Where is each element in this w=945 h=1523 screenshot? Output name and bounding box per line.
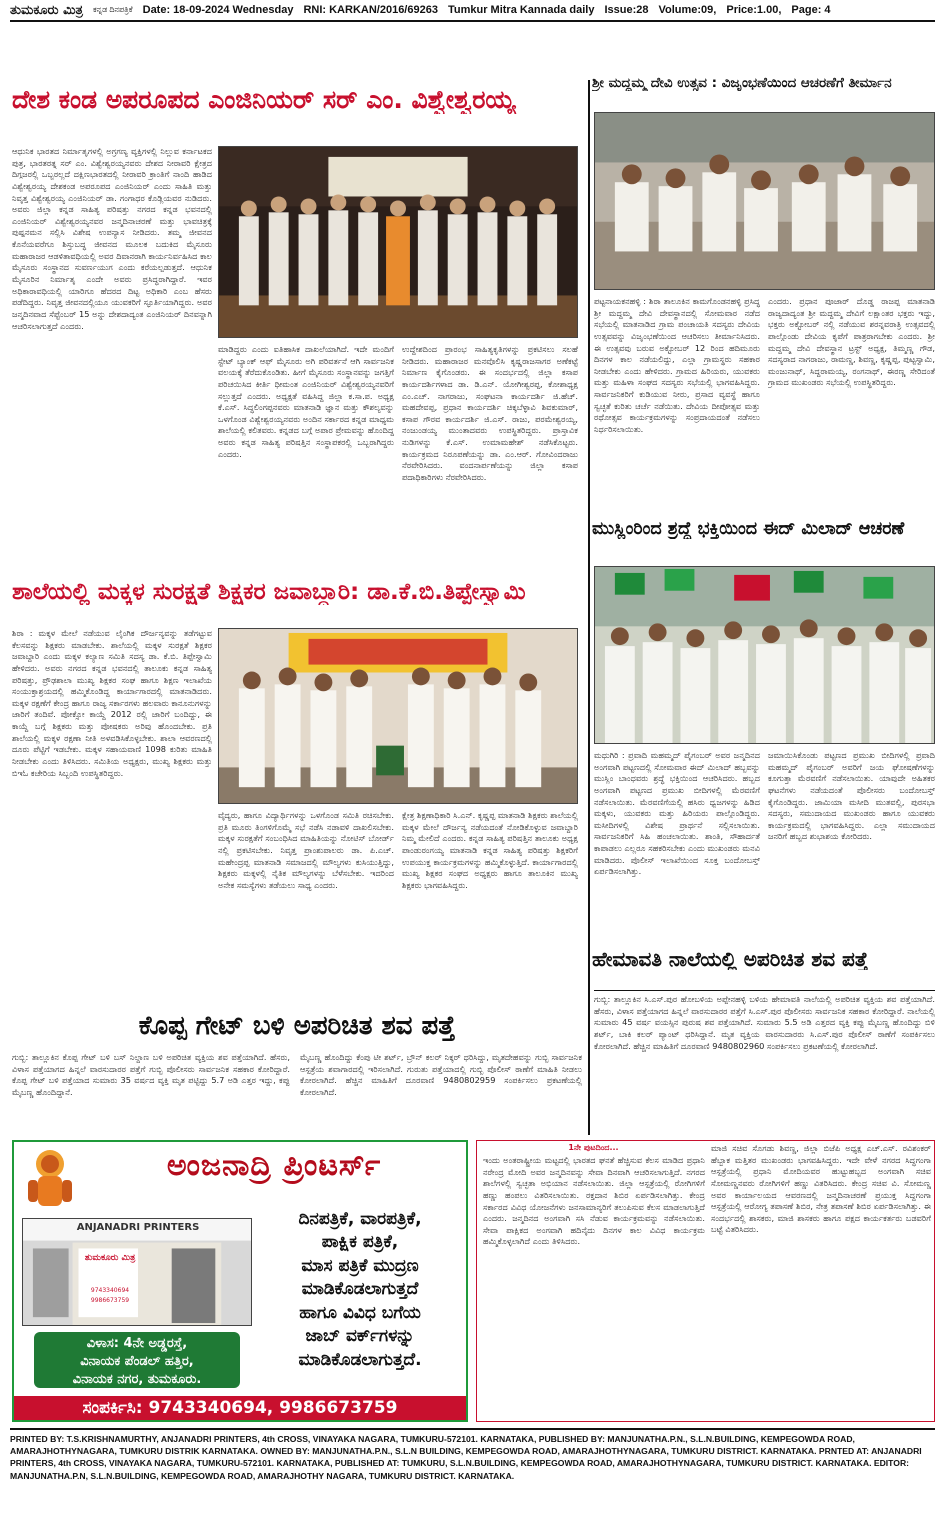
price: Price:1.00,: [726, 4, 782, 16]
shop-phone-1: 9743340694: [90, 1287, 130, 1294]
shop-phone-2: 9986673759: [90, 1297, 130, 1304]
festival-text-col2: ಎಂದರು. ಪ್ರಧಾನ ಪೂಜಾರ್ ದೊಡ್ಡ ರಾಜಪ್ಪ ಮಾತನಾಡಿ ರಾಜ್ಯದಾದ್ಯಂತ ಶ್ರೀ ಮದ್ದಮ್ಮ ದೇವಿಗೆ ಲಕ್ಷಾಂತರ ಭಕ್ತರು ಇದ್ದು, ಭಕ್ತರು ಅಕ್ಟೋಬರ್ ನಲ್ಲಿ ನಡೆಯುವ ಶರನ್ನವರಾತ್ರಿ ಉತ್ಸವದಲ್ಲಿ ಪಾಲ್ಗೊಂಡು ದೇವಿಯ ಕೃಪೆಗೆ ಪಾತ್ರರಾಗಬೇಕು ಎಂದರು. ಶ್ರೀ ಮದ್ದಮ್ಮ ದೇವಿ ದೇವಸ್ಥಾನ ಟ್ರಸ್ಟ್ ಅಧ್ಯಕ್ಷ, ತಿಮ್ಮಣ್ಣ ಗೌಡ, ಸದಸ್ಯರಾದ ನಾಗರಾಜು, ರಾಮಣ್ಣ, ಶಿವಣ್ಣ, ಕೃಷ್ಣಪ್ಪ, ಪುಟ್ಟಸ್ವಾಮಿ, ಮಂಜುನಾಥ್, ಸಿದ್ದರಾಮಯ್ಯ, ರಂಗನಾಥ್, ಈರಣ್ಣ ಸೇರಿದಂತೆ ಗ್ರಾಮದ ಮುಖಂಡರು ಸಭೆಯಲ್ಲಿ ಉಪಸ್ಥಿತರಿದ್ದರು.: [768, 296, 935, 388]
address-line: ವಿನಾಯಕ ಪೆಂಡಲ್ ಹತ್ತಿರ,: [80, 1354, 194, 1370]
page-number: Page: 4: [791, 4, 831, 16]
rni-number: RNI: KARKAN/2016/69263: [303, 4, 438, 16]
address-line: ವಿಳಾಸ: 4ನೇ ಅಡ್ಡರಸ್ತೆ,: [86, 1336, 188, 1351]
hemavathi-rule: [594, 990, 935, 991]
school-text-col2: ವೈದ್ಯರು, ಹಾಗೂ ವಿದ್ಯಾರ್ಥಿಗಳನ್ನು ಒಳಗೊಂಡ ಸಮಿತಿ ರಚಿಸಬೇಕು. ಪ್ರತಿ ಮೂರು ತಿಂಗಳಿಗೊಮ್ಮೆ ಸಭೆ ನಡೆಸಿ ನಡಾವಳಿ ದಾಖಲಿಸಬೇಕು. ಮಕ್ಕಳ ಸುರಕ್ಷತೆಗೆ ಸಂಬಂಧಿಸಿದ ಮಾಹಿತಿಯನ್ನು ನೋಟಿಸ್ ಬೋರ್ಡ್ ನಲ್ಲಿ ಪ್ರಕಟಿಸಬೇಕು. ನಿವೃತ್ತ ಪ್ರಾಂಶುಪಾಲರು ಡಾ. ಪಿ.ಎಚ್. ಮಹೇಂದ್ರಪ್ಪ ಮಾತನಾಡಿ ಸಮಾಜದಲ್ಲಿ ಮೌಲ್ಯಗಳು ಕುಸಿಯುತ್ತಿದ್ದು, ಶಿಕ್ಷಕರು ಮಕ್ಕಳಲ್ಲಿ ನೈತಿಕ ಮೌಲ್ಯಗಳನ್ನು ಬೆಳೆಸಬೇಕು. ಇದರಿಂದ ಅನೇಕ ಸಮಸ್ಯೆಗಳು ತಡೆಯಲು ಸಾಧ್ಯ ಎಂದರು.: [218, 810, 394, 890]
column-divider: [588, 80, 590, 1135]
koppa-text-col1: ಗುಬ್ಬಿ: ತಾಲ್ಲೂಕಿನ ಕೊಪ್ಪ ಗೇಟ್ ಬಳಿ ಬಸ್ ನಿಲ್ದಾಣ ಬಳಿ ಅಪರಿಚಿತ ವ್ಯಕ್ತಿಯ ಶವ ಪತ್ತೆಯಾಗಿದೆ. ಹೆಸರು, ವಿಳಾಸ ಪತ್ತೆಯಾಗದ ಹಿನ್ನಲೆ ವಾರಸುದಾರರ ಪತ್ತೆಗೆ ಗುಬ್ಬಿ ಪೊಲೀಸರು ಸಾರ್ವಜನಿಕ ಸಹಕಾರ ಕೋರಿದ್ದಾರೆ. ಕೊಪ್ಪ ಗೇಟ್ ಬಳಿ ಪತ್ತೆಯಾದ ಸುಮಾರು 35 ವರ್ಷದ ವ್ಯಕ್ತಿ ಮೃತ ಪಟ್ಟಿದ್ದು 5.7 ಅಡಿ ಎತ್ತರ ಇದ್ದು, ಕಪ್ಪು ಮೈಬಣ್ಣ ಹೊಂದಿದ್ದಾನೆ.: [12, 1052, 290, 1097]
services-list: [254, 1208, 466, 1372]
service-line: ಹಾಗೂ ವಿವಿಧ ಬಗೆಯ: [299, 1302, 421, 1323]
engineer-text-col1: ಆಧುನಿಕ ಭಾರತದ ನಿರ್ಮಾತೃಗಳಲ್ಲಿ ಅಗ್ರಗಣ್ಯ ವ್ಯಕ್ತಿಗಳಲ್ಲಿ ನಿಲ್ಲುವ ಕರ್ನಾಟಕದ ಪುತ್ರ, ಭಾರತರತ್ನ ಸರ್ ಎಂ. ವಿಶ್ವೇಶ್ವರಯ್ಯನವರು ದೇಶದ ನೀರಾವರಿ ಕ್ಷೇತ್ರದ ದಿಗ್ಗಜರಲ್ಲಿ ಒಬ್ಬರಲ್ಲದೆ ದಕ್ಷಿಣಭಾರತದಲ್ಲಿ ನೀರಾವರಿ ಕ್ರಾಂತಿಗೆ ನಾಂದಿ ಹಾಡಿದ ವಿಶ್ವೇಶ್ವರಯ್ಯ ದೇಶಕಂಡ ಅಪರೂಪದ ಎಂಜಿನಿಯರ್ ಎಂದು ಸಾಹಿತಿ ಮತ್ತು ನಿವೃತ್ತ ವಿಶ್ವೇಶ್ವರಯ್ಯ ಎಂಜಿನಿಯರ್ ಡಾ. ಗಂಗಾಧರ ಕೊಡ್ಲಿಯವರ ನುಡಿದರು. ಅವರು ಜಿಲ್ಲಾ ಕನ್ನಡ ಸಾಹಿತ್ಯ ಪರಿಷತ್ತು ನಗರದ ಕನ್ನಡ ಭವನದಲ್ಲಿ ಎಂಜಿನಿಯರ್ ವಿಶ್ವೇಶ್ವರಯ್ಯನವರ ಜನ್ಮದಿನಾಚರಣೆ ಮತ್ತು ಭಾವಚಿತ್ರಕ್ಕೆ ಪುಷ್ಪನಮನ ಸಲ್ಲಿಸಿ ವಿಶೇಷ ಉಪನ್ಯಾಸ ನೀಡಿದರು. ತಮ್ಮ ಜೀವನದ ಕೊನೆಯವರೆಗೂ ಶಿಸ್ತುಬದ್ಧ ಜೀವನದ ಮೂಲಕ ಬದುಕಿದ ಮೈಸೂರು ಮಹಾರಾಜರ ಆಡಳಿತಾವಧಿಯಲ್ಲಿ ಅವರ ದಿವಾನರಾಗಿ ಕಾರ್ಯನಿರ್ವಹಿಸಿದ ಕಾಲ ಮೈಸೂರು ಸಂಸ್ಥಾನದ ಸುವರ್ಣಯುಗ ಎಂದು ಕರೆಯಲ್ಪಡುತ್ತದೆ. ಆಧುನಿಕ ಮೈಸೂರಿನ ನಿರ್ಮಾತೃ ಎಂದೇ ಅವರು ಪ್ರಸಿದ್ಧರಾಗಿದ್ದಾರೆ. ಇವರ ಅಧಿಕಾರಾವಧಿಯಲ್ಲಿ ಯಾರಿಗೂ ಹೆದರದ ದಿಟ್ಟ ಅಧಿಕಾರಿ ಎಂಬ ಹೆಸರು ಪಡೆದಿದ್ದರು. ನಿವೃತ್ತ ಜೀವನದಲ್ಲಿಯೂ ಯುವಕರಿಗೆ ಸ್ಫೂರ್ತಿಯಾಗಿದ್ದರು. ಅವರ ಜನ್ಮದಿನವಾದ ಸೆಪ್ಟೆಂಬರ್ 15 ಅನ್ನು ದೇಶದಾದ್ಯಂತ ಎಂಜಿನಿಯರ್ ದಿನವನ್ನಾಗಿ ಆಚರಿಸಲಾಗುತ್ತದೆ ಎಂದರು.: [12, 146, 212, 331]
service-line: ಜಾಬ್ ವರ್ಕ್‌ಗಳನ್ನು: [305, 1326, 415, 1347]
imprint-footer: PRINTED BY: T.S.KRISHNAMURTHY, ANJANADRI PRINTERS, 4th CROSS, VINAYAKA NAGARA, TUMKURU-572101. KARNATAKA, PUBLISHED BY: MANJUNATHA.P.N., S.L.N.BUILDING, KEMPEGOWDA ROAD, AMARAJHOTHYNAGARA, TUMKURU DISTRIK KARNATAKA. OWNED BY: MANJUNATHA.P.N., S.L.N BUILDING, KEMPEGOWDA ROAD, AMARAJHOTHYNAGARA, TUMKURU DISTRICT. KARNATAKA. PRNTED AT: ANJANADRI PRINTERS, 4th CROSS, VINAYAKA NAGARA, TUMKURU-572101. KARNATAKA, PUBLISHED AT: TUMKURU, S.L.N.BUILDING, KEMPEGOWDA ROAD, AMARAJHOTHYNAGARA, TUMKURU DISTRICT. KARNATAKA. EDITOR: MANJUNATHA.P.N, S.L.N.BUILDING, KEMPEGOWDA ROAD, AMARAJHOTHY NAGARA, TUMKURU DISTRICT. KARNATAKA.: [10, 1428, 935, 1482]
continued-text-col2: ಮಾಜಿ ಸಚಿವ ಸೊಗಡು ಶಿವಣ್ಣ, ಜಿಲ್ಲಾ ಬಿಜೆಪಿ ಅಧ್ಯಕ್ಷ ಎಚ್.ಎಸ್. ರವಿಶಂಕರ್ ಹೆಬ್ಬಾಕ ಮತ್ತಿತರ ಮುಖಂಡರು ಭಾಗವಹಿಸಿದ್ದರು. ಇದೇ ವೇಳೆ ನಗರದ ಸಿದ್ಧಗಂಗಾ ಆಸ್ಪತ್ರೆಯಲ್ಲಿ ಪ್ರಧಾನಿ ಮೋದಿಯವರ ಹುಟ್ಟುಹಬ್ಬದ ಅಂಗವಾಗಿ ಸಚಿವ ಸೋಮಣ್ಣನವರು ರೋಗಿಗಳಿಗೆ ಹಣ್ಣು ವಿತರಿಸಿದರು. ಕೇಂದ್ರ ಸಚಿವ ವಿ. ಸೋಮಣ್ಣ ಅವರ ಕಾರ್ಯಾಲಯದ ಆವರಣದಲ್ಲಿ ಜನ್ಮದಿನಾಚರಣೆ ಪ್ರಯುಕ್ತ ಸಿದ್ದಗಂಗಾ ಆಸ್ಪತ್ರೆಯಲ್ಲಿ ಆರೋಗ್ಯ ತಪಾಸಣೆ ಶಿಬಿರ, ನೇತ್ರ ತಪಾಸಣೆ ಶಿಬಿರ ಏರ್ಪಡಿಸಲಾಗಿತ್ತು. ಈ ಸಂದರ್ಭದಲ್ಲಿ ಶಾಸಕರು, ಮಾಜಿ ಶಾಸಕರು ಹಾಗೂ ಪಕ್ಷದ ಕಾರ್ಯಕರ್ತರು ಬಡವರಿಗೆ ಬಟ್ಟೆ ವಿತರಿಸಿದರು.: [711, 1143, 931, 1235]
hanuman-illustration: [18, 1146, 82, 1212]
newspaper-logo: ತುಮಕೂರು ಮಿತ್ರ: [10, 2, 83, 18]
festival-headline: ಶ್ರೀ ಮದ್ದಮ್ಮ ದೇವಿ ಉತ್ಸವ : ವಿಜೃಂಭಣೆಯಿಂದ ಆಚರಣೆಗೆ ತೀರ್ಮಾನ: [592, 76, 892, 91]
engineer-event-photo: [218, 146, 578, 338]
service-line: ಪಾಕ್ಷಿಕ ಪತ್ರಿಕೆ,: [321, 1232, 399, 1253]
volume-number: Volume:09,: [658, 4, 717, 16]
hemavathi-headline: ಹೇಮಾವತಿ ನಾಲೆಯಲ್ಲಿ ಅಪರಿಚಿತ ಶವ ಪತ್ತೆ: [592, 948, 868, 970]
continued-article: [476, 1140, 935, 1422]
issue-number: Issue:28: [604, 4, 649, 16]
printer-shop-photo: [22, 1218, 252, 1326]
engineer-headline: ದೇಶ ಕಂಡ ಅಪರೂಪದ ಎಂಜಿನಿಯರ್ ಸರ್ ಎಂ. ವಿಶ್ವೇಶ್ವರಯ್ಯ: [12, 86, 516, 114]
festival-text-col1: ಪಟ್ಟನಾಯಕನಹಳ್ಳಿ : ಶಿರಾ ತಾಲೂಕಿನ ಕಾಮಗೊಂಡನಹಳ್ಳಿ ಪ್ರಸಿದ್ಧ ಶ್ರೀ ಮದ್ದಮ್ಮ ದೇವಿ ದೇವಸ್ಥಾನದಲ್ಲಿ ಸೋಮವಾರ ನಡೆದ ಸಭೆಯಲ್ಲಿ ಮಾತನಾಡಿದ ಗ್ರಾಮ ಪಂಚಾಯತಿ ಸದಸ್ಯರು ದೇವಿಯ ಉತ್ಸವವನ್ನು ವಿಜೃಂಭಣೆಯಿಂದ ಆಚರಿಸಲು ತೀರ್ಮಾನಿಸಿದರು. ಈ ಉತ್ಸವವು ಬರುವ ಅಕ್ಟೋಬರ್ 12 ರಿಂದ ಹದಿಮೂರು ದಿನಗಳ ಕಾಲ ನಡೆಯಲಿದ್ದು, ಎಲ್ಲಾ ಗ್ರಾಮಸ್ಥರು ಸಹಕಾರ ನೀಡಬೇಕು ಎಂದು ಹೇಳಿದರು. ಗ್ರಾಮದ ಹಿರಿಯರು, ಯುವಕರು ಮತ್ತು ಮಹಿಳಾ ಸಂಘದ ಸದಸ್ಯರು ಸಭೆಯಲ್ಲಿ ಭಾಗವಹಿಸಿದ್ದರು. ಸಾರ್ವಜನಿಕರಿಗೆ ಕುಡಿಯುವ ನೀರು, ಪ್ರಸಾದ ವ್ಯವಸ್ಥೆ ಹಾಗೂ ಸ್ವಚ್ಛತೆ ಕುರಿತು ಚರ್ಚೆ ನಡೆಯಿತು. ದೇವಿಯ ದೀಪೋತ್ಸವ ಮತ್ತು ರಥೋತ್ಸವ ಕಾರ್ಯಕ್ರಮಗಳನ್ನು ಸಂಪ್ರದಾಯದಂತೆ ನಡೆಸಲು ನಿರ್ಧರಿಸಲಾಯಿತು.: [594, 296, 760, 435]
school-headline: ಶಾಲೆಯಲ್ಲಿ ಮಕ್ಕಳ ಸುರಕ್ಷತೆ ಶಿಕ್ಷಕರ ಜವಾಬ್ದಾರಿ: ಡಾ.ಕೆ.ಬಿ.ತಿಪ್ಪೇಸ್ವಾಮಿ: [12, 580, 526, 605]
service-line: ದಿನಪತ್ರಿಕೆ, ವಾರಪತ್ರಿಕೆ,: [298, 1209, 422, 1229]
printer-address: [34, 1332, 240, 1388]
service-line: ಮಾಡಿಕೊಡಲಾಗುತ್ತದೆ: [301, 1279, 419, 1300]
issue-date: Date: 18-09-2024 Wednesday: [142, 4, 294, 16]
masthead: [10, 0, 935, 22]
school-event-photo: [218, 628, 578, 804]
eid-procession-photo: [594, 566, 935, 744]
printer-advertisement: [12, 1140, 468, 1422]
engineer-text-col3: ಉದ್ದೇಶದಿಂದ ಪ್ರಾರಂಭ ಸಾಹಿತ್ಯಕೃತಿಗಳನ್ನು ಪ್ರಕಟಿಸಲು ಸಲಹೆ ನೀಡಿದರು. ಮಹಾರಾಜರ ಮನವೊಲಿಸಿ ಕೃಷ್ಣರಾಜಸಾಗರ ಅಣೆಕಟ್ಟೆ ನಿರ್ಮಾಣ ಕೈಗೊಂಡರು. ಈ ಸಂದರ್ಭದಲ್ಲಿ ಜಿಲ್ಲಾ ಕಸಾಪ ಕಾರ್ಯದರ್ಶಿಗಳಾದ ಡಾ. ಡಿ.ಎನ್. ಯೋಗೀಶ್ವರಪ್ಪ, ಕೋಶಾಧ್ಯಕ್ಷ ಎಂ.ಎಚ್. ನಾಗರಾಜು, ಸಂಘಟನಾ ಕಾರ್ಯದರ್ಶಿ ಜಿ.ಹೆಚ್. ಮಹದೇವಪ್ಪ, ಪ್ರಧಾನ ಕಾರ್ಯದರ್ಶಿ ಚಿಕ್ಕಬೆಳ್ಳಾವಿ ಶಿವಕುಮಾರ್, ಕಸಾಪ ಗೌರವ ಕಾರ್ಯದರ್ಶಿ ಜಿ.ಎಸ್. ರಾಜು, ಪರಮೇಶ್ವರಯ್ಯ, ನಂಜುಂಡಯ್ಯ ಮುಂತಾದವರು ಉಪಸ್ಥಿತರಿದ್ದರು. ಪ್ರಾಸ್ತಾವಿಕ ನುಡಿಗಳನ್ನು ಕೆ.ಎಸ್. ಉಮಾಮಹೇಶ್ ನಡೆಸಿಕೊಟ್ಟರು. ಕಾರ್ಯಕ್ರಮದ ನಿರೂಪಣೆಯನ್ನು ಡಾ. ಎಂ.ಆರ್. ಗೋವಿಂದರಾಜು ನೆರವೇರಿಸಿದರು. ವಂದನಾರ್ಪಣೆಯನ್ನು ಜಿಲ್ಲಾ ಕಸಾಪ ಪದಾಧಿಕಾರಿಗಳು ನೆರವೇರಿಸಿದರು.: [402, 344, 578, 483]
eid-headline: ಮುಸ್ಲಿಂರಿಂದ ಶ್ರದ್ಧೆ ಭಕ್ತಿಯಿಂದ ಈದ್ ಮಿಲಾದ್ ಆಚರಣೆ: [592, 520, 905, 539]
school-text-col1: ಶಿರಾ : ಮಕ್ಕಳ ಮೇಲೆ ನಡೆಯುವ ಲೈಂಗಿಕ ದೌರ್ಜನ್ಯವನ್ನು ತಡೆಗಟ್ಟುವ ಕೆಲಸವನ್ನು ಶಿಕ್ಷಕರು ಮಾಡಬೇಕು. ಶಾಲೆಯಲ್ಲಿ ಮಕ್ಕಳ ಸುರಕ್ಷತೆ ಶಿಕ್ಷಕರ ಜವಾಬ್ದಾರಿ ಎಂದು ಮಕ್ಕಳ ಕಲ್ಯಾಣ ಸಮಿತಿ ಸದಸ್ಯ ಡಾ. ಕೆ.ಬಿ. ತಿಪ್ಪೇಸ್ವಾಮಿ ಹೇಳಿದರು. ಅವರು ನಗರದ ಕನ್ನಡ ಭವನದಲ್ಲಿ ತಾಲೂಕು ಕನ್ನಡ ಸಾಹಿತ್ಯ ಪರಿಷತ್ತು, ಪ್ರೌಢಶಾಲಾ ಮುಖ್ಯ ಶಿಕ್ಷಕರ ಸಂಘ ಹಾಗೂ ಶಿಕ್ಷಣ ಇಲಾಖೆಯ ಸಂಯುಕ್ತಾಶ್ರಯದಲ್ಲಿ ಹಮ್ಮಿಕೊಂಡಿದ್ದ ಕಾರ್ಯಾಗಾರದಲ್ಲಿ ಮಾತನಾಡಿದರು. ಮಕ್ಕಳ ರಕ್ಷಣೆಗೆ ಕೇಂದ್ರ ಹಾಗೂ ರಾಜ್ಯ ಸರ್ಕಾರಗಳು ಹಲವಾರು ಕಾನೂನುಗಳನ್ನು ಜಾರಿಗೆ ತಂದಿವೆ. ಪೋಕ್ಸೋ ಕಾಯ್ದೆ 2012 ರಲ್ಲಿ ಜಾರಿಗೆ ಬಂದಿದ್ದು, ಈ ಕಾಯ್ದೆ ಬಗ್ಗೆ ಶಿಕ್ಷಕರು ಮತ್ತು ಪೋಷಕರು ಅರಿವು ಹೊಂದಬೇಕು. ಪ್ರತಿ ಶಾಲೆಯಲ್ಲಿ ಮಕ್ಕಳ ರಕ್ಷಣಾ ನೀತಿ ಅಳವಡಿಸಿಕೊಳ್ಳಬೇಕು. ಶಾಲಾ ಆವರಣದಲ್ಲಿ ದೂರು ಪೆಟ್ಟಿಗೆ ಇಡಬೇಕು. ಮಕ್ಕಳ ಸಹಾಯವಾಣಿ 1098 ಕುರಿತು ಮಾಹಿತಿ ನೀಡಬೇಕು ಎಂದು ತಿಳಿಸಿದರು. ಸಮಿತಿಯ ಅಧ್ಯಕ್ಷರು, ಮುಖ್ಯ ಶಿಕ್ಷಕರು ಮತ್ತು ಬಿಇಓ ಕಚೇರಿಯ ಸಿಬ್ಬಂದಿ ಉಪಸ್ಥಿತರಿದ್ದರು.: [12, 628, 212, 778]
continued-text-col1: ಇಂದು ಅಂತರಾಷ್ಟ್ರೀಯ ಮಟ್ಟದಲ್ಲಿ ಭಾರತದ ಘನತೆ ಹೆಚ್ಚಿಸುವ ಕೆಲಸ ಮಾಡಿದ ಪ್ರಧಾನಿ ನರೇಂದ್ರ ಮೋದಿ ಅವರ ಜನ್ಮದಿನವನ್ನು ಸೇವಾ ದಿನವಾಗಿ ಆಚರಿಸಲಾಗುತ್ತಿದೆ. ನಗರದ ಶಾಲೆಗಳಲ್ಲಿ ಸ್ವಚ್ಛತಾ ಅಭಿಯಾನ ನಡೆಸಲಾಯಿತು. ಜಿಲ್ಲಾ ಆಸ್ಪತ್ರೆಯಲ್ಲಿ ರೋಗಿಗಳಿಗೆ ಹಣ್ಣು ಹಂಪಲು ವಿತರಿಸಲಾಯಿತು. ರಕ್ತದಾನ ಶಿಬಿರ ಏರ್ಪಡಿಸಲಾಗಿತ್ತು. ಕೇಂದ್ರ ಸರ್ಕಾರದ ವಿವಿಧ ಯೋಜನೆಗಳು ಜನಸಾಮಾನ್ಯರಿಗೆ ತಲುಪಿಸುವ ಕೆಲಸ ಮಾಡಲಾಗುತ್ತಿದೆ ಎಂದರು. ಜನ್ಮದಿನದ ಅಂಗವಾಗಿ ಸಸಿ ನೆಡುವ ಕಾರ್ಯಕ್ರಮವನ್ನು ನಡೆಸಲಾಯಿತು. ಸೇವಾ ಪಾಕ್ಷಿಕದ ಅಂಗವಾಗಿ ಹದಿನೈದು ದಿನಗಳ ಕಾಲ ವಿವಿಧ ಕಾರ್ಯಕ್ರಮ ಹಮ್ಮಿಕೊಳ್ಳಲಾಗಿದೆ ಎಂದು ತಿಳಿಸಿದರು.: [483, 1155, 705, 1247]
address-line: ವಿನಾಯಕ ನಗರ, ತುಮಕೂರು.: [72, 1372, 202, 1388]
printer-name: ಅಂಜನಾದ್ರಿ ಪ್ರಿಂಟರ್ಸ್: [166, 1148, 382, 1183]
printer-phone: ಸಂಪರ್ಕಿಸಿ: 9743340694, 9986673759: [14, 1396, 466, 1420]
engineer-text-col2: ಮಾಡಿದ್ದರು ಎಂದು ಐತಿಹಾಸಿಕ ದಾಖಲೆಯಾಗಿದೆ. ಇದೇ ಮಂದಿಗೆ ಸ್ಟೇಟ್ ಬ್ಯಾಂಕ್ ಆಫ್ ಮೈಸೂರು ಅಗಿ ಪರಿವರ್ತನೆ ಆಗಿ ಸಾರ್ವಜನಿಕ ವಲಯಕ್ಕೆ ತೆರೆದುಕೊಂಡಿತು. ಹೀಗೆ ಮೈಸೂರು ಸಂಸ್ಥಾನವನ್ನು ಜಗತ್ತಿಗೆ ಪರಿಚಯಿಸಿದ ಕೀರ್ತಿ ಧೀಮಂತ ಎಂಜಿನಿಯರ್ ವಿಶ್ವೇಶ್ವರಯ್ಯನವರಿಗೆ ಸಲ್ಲುತ್ತದೆ ಎಂದರು. ಅಧ್ಯಕ್ಷತೆ ವಹಿಸಿದ್ದ ಜಿಲ್ಲಾ ಕ.ಸಾ.ಪ. ಅಧ್ಯಕ್ಷ ಕೆ.ಎಸ್. ಸಿದ್ಧಲಿಂಗಪ್ಪನವರು ಮಾತನಾಡಿ ಜ್ಞಾನ ಮತ್ತು ಕೌಶಲ್ಯವನ್ನು ಒಳಗೊಂಡ ವಿಶ್ವೇಶ್ವರಯ್ಯನವರು ಅಂದಿನ ಸರ್ಕಾರದ ಕನ್ನಡ ಮಾಧ್ಯಮ ಶಾಲೆಯಲ್ಲಿ ಕಲಿತವರು. ಕನ್ನಡದ ಬಗ್ಗೆ ಅಪಾರ ಪ್ರೇಮವನ್ನು ಹೊಂದಿದ್ದ ಅವರು ಕನ್ನಡ ಸಾಹಿತ್ಯ ಪರಿಷತ್ತಿನ ಸಂಸ್ಥಾಪಕರಲ್ಲಿ ಒಬ್ಬರಾಗಿದ್ದರು ಎಂದರು.: [218, 344, 394, 459]
service-line: ಮಾಸ ಪತ್ರಿಕೆ ಮುದ್ರಣ: [301, 1255, 419, 1276]
hemavathi-text: ಗುಬ್ಬಿ: ತಾಲ್ಲೂಕಿನ ಸಿ.ಎಸ್.ಪುರ ಹೋಬಳಿಯ ಅಪ್ಪೇನಹಳ್ಳಿ ಬಳಿಯ ಹೇಮಾವತಿ ನಾಲೆಯಲ್ಲಿ ಅಪರಿಚಿತ ವ್ಯಕ್ತಿಯ ಶವ ಪತ್ತೆಯಾಗಿದೆ. ಹೆಸರು, ವಿಳಾಸ ಪತ್ತೆಯಾಗದ ಹಿನ್ನಲೆ ವಾರಸುದಾರರ ಪತ್ತೆಗೆ ಸಿ.ಎಸ್.ಪುರ ಪೊಲೀಸರು ಸಾರ್ವಜನಿಕ ಸಹಕಾರ ಕೋರಿದ್ದಾರೆ. ನಾಲೆಯಲ್ಲಿ ಸುಮಾರು 45 ವರ್ಷ ವಯಸ್ಸಿನ ಪುರುಷ ಶವ ಪತ್ತೆಯಾಗಿದೆ. ಸುಮಾರು 5.5 ಅಡಿ ಎತ್ತರದ ವ್ಯಕ್ತಿ ಕಪ್ಪು ಮೈಬಣ್ಣ ಹೊಂದಿದ್ದು ಬಿಳಿ ಶರ್ಟ್, ಬಾಕಿ ಕಲರ್ ಪ್ಯಾಂಟ್ ಧರಿಸಿದ್ದಾನೆ. ಮೃತ ವ್ಯಕ್ತಿಯ ವಾರಸುದಾರರು ಸಿ.ಎಸ್.ಪುರ ಪೊಲೀಸ್ ಠಾಣೆಗೆ ಸಂಪರ್ಕಿಸಲು ಕೋರಲಾಗಿದೆ. ಹೆಚ್ಚಿನ ಮಾಹಿತಿಗೆ ದೂರವಾಣಿ 9480802960 ಸಂಪರ್ಕಿಸಲು ಪ್ರಕಟಣೆಯಲ್ಲಿ ಕೋರಲಾಗಿದೆ.: [594, 994, 935, 1051]
paper-name: Tumkur Mitra Kannada daily: [447, 4, 595, 16]
school-text-col3: ಕ್ಷೇತ್ರ ಶಿಕ್ಷಣಾಧಿಕಾರಿ ಸಿ.ಎನ್. ಕೃಷ್ಣಪ್ಪ ಮಾತನಾಡಿ ಶಿಕ್ಷಕರು ಶಾಲೆಯಲ್ಲಿ ಮಕ್ಕಳ ಮೇಲೆ ದೌರ್ಜನ್ಯ ನಡೆಯದಂತೆ ನೋಡಿಕೊಳ್ಳುವ ಜವಾಬ್ದಾರಿ ನಿಮ್ಮ ಮೇಲಿದೆ ಎಂದರು. ಕನ್ನಡ ಸಾಹಿತ್ಯ ಪರಿಷತ್ತಿನ ತಾಲೂಕು ಅಧ್ಯಕ್ಷ ಪಾಂಡುರಂಗಯ್ಯ ಮಾತನಾಡಿ ಕನ್ನಡ ಸಾಹಿತ್ಯ ಪರಿಷತ್ತು ಶಿಕ್ಷಕರಿಗೆ ಉಪಯುಕ್ತ ಕಾರ್ಯಕ್ರಮಗಳನ್ನು ಹಮ್ಮಿಕೊಳ್ಳುತ್ತಿದೆ. ಕಾರ್ಯಾಗಾರದಲ್ಲಿ ಮುಖ್ಯ ಶಿಕ್ಷಕರ ಸಂಘದ ಅಧ್ಯಕ್ಷರು ಹಾಗೂ ತಾಲೂಕಿನ ಮುಖ್ಯ ಶಿಕ್ಷಕರು ಭಾಗವಹಿಸಿದ್ದರು.: [402, 810, 578, 890]
continued-label: 1ನೇ ಪುಟದಿಂದ...: [568, 1143, 619, 1152]
service-line: ಮಾಡಿಕೊಡಲಾಗುತ್ತದೆ.: [298, 1349, 422, 1370]
festival-meeting-photo: [594, 112, 935, 290]
shop-sign-local: ತುಮಕೂರು ಮಿತ್ರ: [84, 1253, 136, 1263]
newspaper-logo-subtitle: ಕನ್ನಡ ದಿನಪತ್ರಿಕೆ: [92, 5, 133, 14]
koppa-headline: ಕೊಪ್ಪ ಗೇಟ್ ಬಳಿ ಅಪರಿಚಿತ ಶವ ಪತ್ತೆ: [138, 1012, 456, 1041]
eid-text-col1: ಮಧುಗಿರಿ : ಪ್ರವಾದಿ ಮಹಮ್ಮದ್ ಪೈಗಂಬರ್ ಅವರ ಜನ್ಮದಿನದ ಅಂಗವಾಗಿ ಪಟ್ಟಣದಲ್ಲಿ ಸೋಮವಾರ ಈದ್ ಮಿಲಾದ್ ಹಬ್ಬವನ್ನು ಮುಸ್ಲಿಂ ಬಾಂಧವರು ಶ್ರದ್ಧೆ ಭಕ್ತಿಯಿಂದ ಆಚರಿಸಿದರು. ಹಬ್ಬದ ಅಂಗವಾಗಿ ಪಟ್ಟಣದ ಪ್ರಮುಖ ಬೀದಿಗಳಲ್ಲಿ ಮೆರವಣಿಗೆ ನಡೆಸಲಾಯಿತು. ಮೆರವಣಿಗೆಯಲ್ಲಿ ಹಸಿರು ಧ್ವಜಗಳನ್ನು ಹಿಡಿದ ಮಕ್ಕಳು, ಯುವಕರು ಮತ್ತು ಹಿರಿಯರು ಪಾಲ್ಗೊಂಡಿದ್ದರು. ಮಸೀದಿಗಳಲ್ಲಿ ವಿಶೇಷ ಪ್ರಾರ್ಥನೆ ಸಲ್ಲಿಸಲಾಯಿತು. ಸಾರ್ವಜನಿಕರಿಗೆ ಸಿಹಿ ಹಂಚಲಾಯಿತು. ಶಾಂತಿ, ಸೌಹಾರ್ದತೆ ಕಾಪಾಡಲು ಎಲ್ಲರೂ ಸಹಕರಿಸಬೇಕು ಎಂದು ಮುಖಂಡರು ಮನವಿ ಮಾಡಿದರು. ಪೊಲೀಸ್ ಇಲಾಖೆಯಿಂದ ಸೂಕ್ತ ಬಂದೋಬಸ್ತ್ ಏರ್ಪಡಿಸಲಾಗಿತ್ತು.: [594, 750, 760, 877]
shop-sign: ANJANADRI PRINTERS: [76, 1222, 200, 1233]
koppa-text-col2: ಮೈಬಣ್ಣ ಹೊಂದಿದ್ದು ಕೆಂಪು ಟೀ ಶರ್ಟ್, ಬ್ರೌನ್ ಕಲರ್ ನಿಕ್ಕರ್ ಧರಿಸಿದ್ದು, ಮೃತದೇಹವನ್ನು ಗುಬ್ಬಿ ಸಾರ್ವಜನಿಕ ಆಸ್ಪತ್ರೆಯ ಶವಾಗಾರದಲ್ಲಿ ಇರಿಸಲಾಗಿದೆ. ಗುರುತು ಪತ್ತೆಯಾದಲ್ಲಿ ಗುಬ್ಬಿ ಪೊಲೀಸ್ ಠಾಣೆಗೆ ಮಾಹಿತಿ ನೀಡಲು ಕೋರಲಾಗಿದೆ. ಹೆಚ್ಚಿನ ಮಾಹಿತಿಗೆ ದೂರವಾಣಿ 9480802959 ಸಂಪರ್ಕಿಸಲು ಪ್ರಕಟಣೆಯಲ್ಲಿ ಕೋರಲಾಗಿದೆ.: [300, 1052, 582, 1097]
eid-text-col2: ಜಮಾಯಿಸಿಕೊಂಡು ಪಟ್ಟಣದ ಪ್ರಮುಖ ಬೀದಿಗಳಲ್ಲಿ ಪ್ರವಾದಿ ಮಹಮ್ಮದ್ ಪೈಗಂಬರ್ ಅವರಿಗೆ ಜಯ ಘೋಷಣೆಗಳನ್ನು ಕೂಗುತ್ತಾ ಮೆರವಣಿಗೆ ನಡೆಸಲಾಯಿತು. ಯಾವುದೇ ಅಹಿತಕರ ಘಟನೆಗಳು ನಡೆಯದಂತೆ ಪೊಲೀಸರು ಬಂದೋಬಸ್ತ್ ಕೈಗೊಂಡಿದ್ದರು. ಜಾಮಿಯಾ ಮಸೀದಿ ಮುತವಲ್ಲಿ, ಪುರಸಭಾ ಸದಸ್ಯರು, ಸಮುದಾಯದ ಮುಖಂಡರು ಹಾಗೂ ಯುವಕರು ಕಾರ್ಯಕ್ರಮದಲ್ಲಿ ಭಾಗವಹಿಸಿದ್ದರು. ಎಲ್ಲಾ ಸಮುದಾಯದ ಜನರಿಗೆ ಹಬ್ಬದ ಶುಭಾಶಯ ಕೋರಿದರು.: [768, 750, 935, 842]
